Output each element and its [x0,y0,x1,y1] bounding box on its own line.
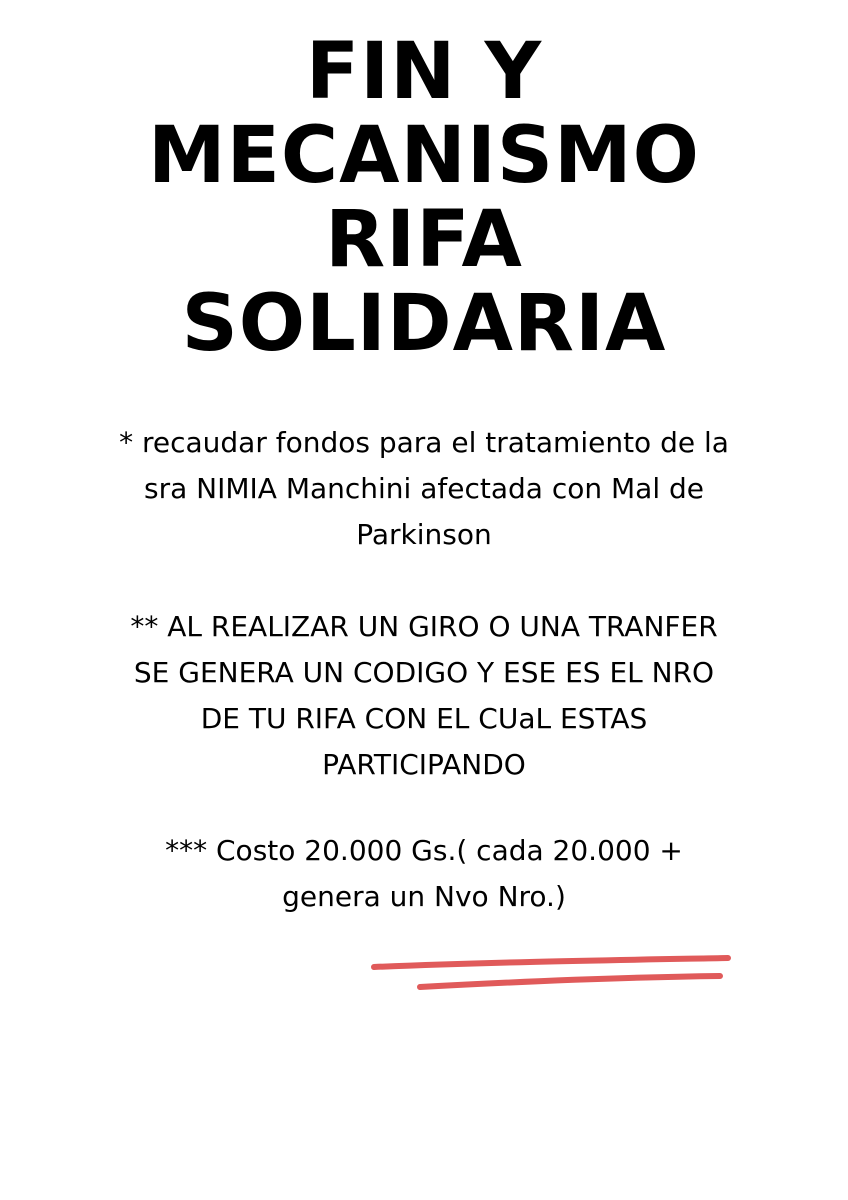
paragraph-line: SE GENERA UN CODIGO Y ESE ES EL NRO [133,656,715,689]
paragraph-line: Parkinson [356,518,492,551]
title-line: RIFA [325,195,523,285]
cost-paragraph [90,828,758,920]
paragraph-line: sra NIMIA Manchini afectada con Mal de [143,472,704,505]
paragraph-line: genera un Nvo Nro.) [282,880,566,913]
paragraph-line: ** AL REALIZAR UN GIRO O UNA TRANFER [130,610,718,643]
paragraph-line: PARTICIPANDO [322,748,526,781]
mechanism-paragraph [90,604,758,788]
decorative-underline [370,950,740,1000]
underline-stroke-top [374,958,728,967]
page-title [0,27,848,369]
underline-stroke-bottom [420,976,720,987]
purpose-paragraph [90,420,758,558]
title-line: SOLIDARIA [181,279,667,369]
paragraph-line: * recaudar fondos para el tratamiento de la [119,426,729,459]
title-line: FIN Y [305,27,543,117]
paragraph-line: DE TU RIFA CON EL CUaL ESTAS [200,702,648,735]
title-line: MECANISMO [148,111,700,201]
paragraph-line: *** Costo 20.000 Gs.( cada 20.000 + [165,834,683,867]
